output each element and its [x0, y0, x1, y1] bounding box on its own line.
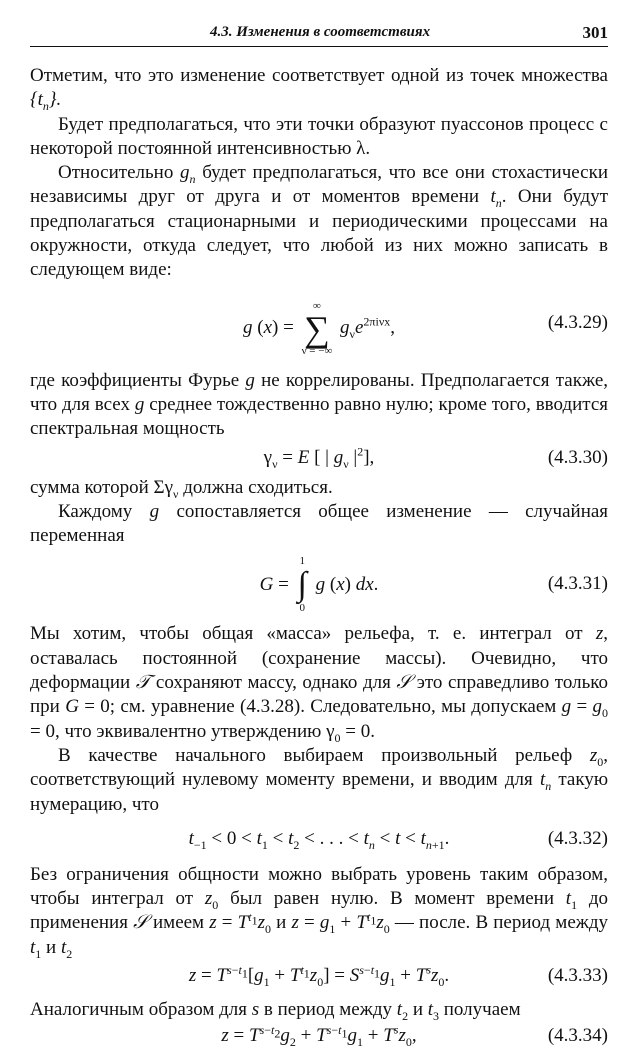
text: Аналогичным образом для — [30, 999, 247, 1021]
paragraph-1 — [30, 64, 608, 113]
equation-4-3-33: $z = T^{s-t_1}[g_1 + T^{t_1}z_0] = S^{s-t_1}g_1 + T^sz_0$. (4.3.33) — [188, 962, 608, 989]
equation-number: (4.3.30) — [547, 446, 608, 468]
page-body — [30, 64, 608, 1054]
text: Относительно — [58, 162, 174, 184]
text: сохраняют массу, однако для — [155, 672, 391, 694]
text: Мы хотим, чтобы общая «масса» рельефа, т. е. интеграл от — [30, 623, 583, 645]
text: среднее тождественно равно нулю; кроме того, вводится спектральная мощность — [30, 393, 609, 440]
paragraph-4: где коэффициенты Фурье g не коррелированы. Предполагается также, что для всех g среднее тождественно равно нулю; кроме того, вводится спектральная мощность — [30, 369, 609, 440]
text: Будет предполагаться, что эти точки образуют пуассонов процесс с некоторой постоянной интенсивностью λ. — [30, 113, 608, 159]
text: должна сходиться. — [183, 476, 333, 498]
equation-number: (4.3.34) — [547, 1025, 608, 1047]
text: , оставалась постоянной (сохранение массы). Очевидно, что деформации — [30, 623, 608, 694]
text: и — [412, 999, 423, 1021]
page-number: 301 — [582, 23, 608, 42]
text: в период между — [263, 999, 393, 1021]
equation-number: (4.3.33) — [547, 965, 608, 987]
equation-4-3-34: $z = T^{s-t_2}g_2 + T^{s-t_1}g_1 + T^sz_0$, (4.3.34) — [221, 1022, 608, 1050]
text: Каждому — [58, 500, 133, 522]
text: , соответствующий нулевому моменту времени, и вводим для — [30, 744, 609, 791]
paragraph-10: Аналогичным образом для s в период между $t_2$ и $t_3$ получаем — [30, 999, 521, 1023]
equation-number: (4.3.32) — [547, 827, 608, 849]
equation-4-3-31: G = 1 ∫ 0 g (x) dx. (4.3.31) — [259, 555, 608, 615]
sum-symbol: ∞ ∑ ν = −∞ — [301, 299, 333, 357]
text: Без ограничения общности можно выбрать уровень таким образом, чтобы интеграл от — [30, 863, 608, 910]
sum-upper-limit: ∞ — [313, 299, 321, 312]
equation-4-3-30: $\gamma_\nu = E$ [ | $g_\nu$ $|^2$], (4.3.30) — [263, 444, 608, 471]
text: получаем — [443, 999, 521, 1021]
text: такую нумерацию, что — [30, 769, 609, 815]
equation-number: (4.3.29) — [547, 311, 608, 333]
text: и — [276, 912, 287, 934]
text: был равен нулю. В момент времени — [230, 888, 554, 910]
set-tn: $\{t_n\}$. — [30, 89, 62, 114]
text: не коррелированы. Предполагается также, что для всех — [30, 369, 608, 415]
equation-4-3-32: $t_{-1} < 0 < t_1 < t_2$ < . . . < $t_n < t < t_{n+1}$. (4.3.32) — [188, 827, 608, 852]
paragraph-9: Без ограничения общности можно выбрать уровень таким образом, чтобы интеграл от $z_0$ был равен нулю. В момент времени $t_1$ до применения 𝒮 имеем $z = T^{t_1}z_0$ и $z = g_1 + T^{t_1}z_0$ — после. В период между $t_1$ и $t_2$ — [30, 863, 609, 961]
text: В качестве начального выбираем произвольный рельеф — [58, 744, 573, 766]
text: — случайная переменная — [30, 500, 609, 547]
integral-lower-limit: 0 — [299, 602, 305, 615]
equation-number: (4.3.31) — [547, 573, 608, 595]
text: , что эквивалентно утверждению — [54, 720, 322, 742]
text: сопоставляется общее — [176, 500, 369, 522]
text: ; см. уравнение (4.3.28). Следовательно, мы допускаем — [109, 696, 557, 718]
text: где коэффициенты Фурье — [30, 369, 240, 391]
page-header — [30, 20, 608, 47]
text: сумма которой — [30, 476, 149, 498]
paragraph-7: Мы хотим, чтобы общая «масса» рельефа, т. е. интеграл от z, оставалась постоянной (сохранение массы). Очевидно, что деформации 𝒯 сохраняют массу, однако для 𝒮 это справедливо только при G = 0; см. уравнение (4.3.28). Следовательно, мы допускаем $g = g_0 = 0$, что эквивалентно утверждению $\gamma_0 = 0$. — [30, 623, 609, 745]
text: и — [46, 936, 57, 958]
equation-4-3-29: g (x) = ∞ ∑ ν = −∞ $g_\nu e^{2\pi i\nu x}$, (4.3.29) — [243, 299, 608, 357]
integral-upper-limit: 1 — [299, 555, 305, 568]
text: до применения — [30, 888, 609, 934]
text: изменение — [386, 500, 472, 522]
text: это справедливо только при — [30, 672, 609, 718]
text: имеем — [153, 912, 205, 934]
paragraph-2 — [30, 113, 608, 162]
paragraph-6: Каждому g сопоставляется общее изменение — случайная переменная — [30, 500, 609, 547]
paragraph-5: сумма которой $\Sigma\gamma_\nu$ должна сходиться. — [30, 476, 333, 501]
text: Отметим, что это изменение соответствует одной из точек множества — [30, 65, 608, 86]
text: — после. В период между — [394, 912, 609, 934]
running-head: 4.3. Изменения в соответствиях — [210, 24, 431, 40]
integral-symbol: 1 ∫ 0 — [297, 555, 307, 615]
text: . Они будут предполагаться стационарными и периодическими процессами на окружности, откуда следует, что любой из них можно записать в следующем виде: — [30, 186, 608, 281]
text: будет предполагаться, что все они стохастически независимы друг от друга и от моментов времени — [30, 162, 609, 208]
paragraph-8: В качестве начального выбираем произвольный рельеф $z_0$, соответствующий нулевому моменту времени, и вводим для $t_n$ такую нумерацию, что — [30, 744, 609, 815]
paragraph-3: Относительно $g_n$ будет предполагаться, что все они стохастически независимы друг от друга и от моментов времени $t_n$. Они будут предполагаться стационарными и периодическими процессами на окружности, откуда следует, что любой из них можно записать в следующем виде: — [30, 162, 609, 281]
sum-lower-limit: ν = −∞ — [301, 344, 333, 357]
